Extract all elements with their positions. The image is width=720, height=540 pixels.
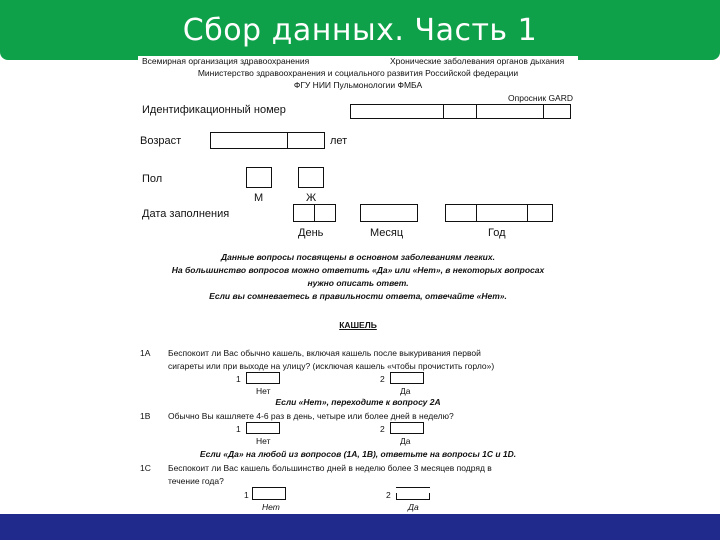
q1c-line-2: течение года? [168,476,224,486]
q1b-opt2-label: Да [400,436,411,446]
q1b-yes-box[interactable] [390,422,424,434]
q1a-no-box[interactable] [246,372,280,384]
date-month[interactable] [360,204,418,222]
slide-title-bar [0,0,720,60]
q1b-opt2-num: 2 [380,424,385,434]
q1a-opt2-num: 2 [380,374,385,384]
q1b-opt1-num: 1 [236,424,241,434]
sex-label: Пол [142,173,163,185]
id-label: Идентификационный номер [142,104,286,116]
section-title: КАШЕЛЬ [339,320,377,330]
age-field-2[interactable] [287,132,325,149]
age-field-1[interactable] [210,132,288,149]
date-day-1[interactable] [293,204,315,222]
q1a-line-2: сигареты или при выходе на улицу? (исключая кашель «чтобы прочистить горло») [168,361,495,371]
questionnaire-document [138,56,578,540]
q1a-line-1: Беспокоит ли Вас обычно кашель, включая кашель после выкуривания первой [168,348,481,358]
id-field-1[interactable] [350,104,444,119]
q1a-note: Если «Нет», переходите к вопросу 2А [275,397,441,407]
q1b-note: Если «Да» на любой из вопросов (1А, 1В), ответьте на вопросы 1С и 1D. [199,449,517,459]
date-day-label: День [298,227,324,239]
date-year-1[interactable] [445,204,477,222]
intro-line-1: Данные вопросы посвящены в основном заболеваниям легких. [221,252,495,262]
id-field-2[interactable] [443,104,477,119]
date-day-2[interactable] [314,204,336,222]
q1a-opt2-label: Да [400,386,411,396]
questionnaire-name: Опросник GARD [508,93,573,103]
q1a-opt1-label: Нет [256,386,271,396]
id-field-4[interactable] [543,104,571,119]
q1c-no-box[interactable] [252,487,286,500]
q1c-opt2-label: Да [408,502,419,512]
ministry: Министерство здравоохранения и социального развития Российской федерации [197,68,519,78]
q1a-yes-box[interactable] [390,372,424,384]
age-label: Возраст [140,135,182,147]
intro-line-2: На большинство вопросов можно ответить «Да» или «Нет», в некоторых вопросах [171,265,545,275]
q1c-opt2-num: 2 [386,490,391,500]
q1b-number: 1В [140,411,151,421]
sex-m-checkbox[interactable] [246,167,272,188]
org-right: Хронические заболевания органов дыхания [390,56,565,66]
q1b-opt1-label: Нет [256,436,271,446]
id-field-3[interactable] [476,104,544,119]
date-label: Дата заполнения [142,208,230,220]
slide-title: Сбор данных. Часть 1 [182,12,538,48]
bottom-band [0,514,720,540]
q1b-no-box[interactable] [246,422,280,434]
date-month-label: Месяц [370,227,404,239]
q1c-yes-box[interactable] [396,493,430,500]
sex-f-label: Ж [306,192,317,204]
sex-m-label: М [254,192,264,204]
q1c-line-1: Беспокоит ли Вас кашель большинство дней в неделю более 3 месяцев подряд в [168,463,492,473]
institute: ФГУ НИИ Пульмонологии ФМБА [293,80,423,90]
age-unit: лет [330,135,348,147]
q1a-number: 1А [140,348,151,358]
q1c-yes-top-line [396,487,430,488]
q1c-opt1-num: 1 [244,490,249,500]
date-year-label: Год [488,227,506,239]
date-year-2[interactable] [476,204,528,222]
intro-line-4: Если вы сомневаетесь в правильности ответа, отвечайте «Нет». [209,291,507,301]
q1c-opt1-label: Нет [262,502,280,512]
q1a-opt1-num: 1 [236,374,241,384]
sex-f-checkbox[interactable] [298,167,324,188]
intro-line-3: нужно описать ответ. [307,278,409,288]
org-left: Всемирная организация здравоохранения [142,56,310,66]
q1b-text: Обычно Вы кашляете 4-6 раз в день, четыре или более дней в неделю? [168,411,454,421]
q1c-number: 1С [140,463,151,473]
date-year-3[interactable] [527,204,553,222]
